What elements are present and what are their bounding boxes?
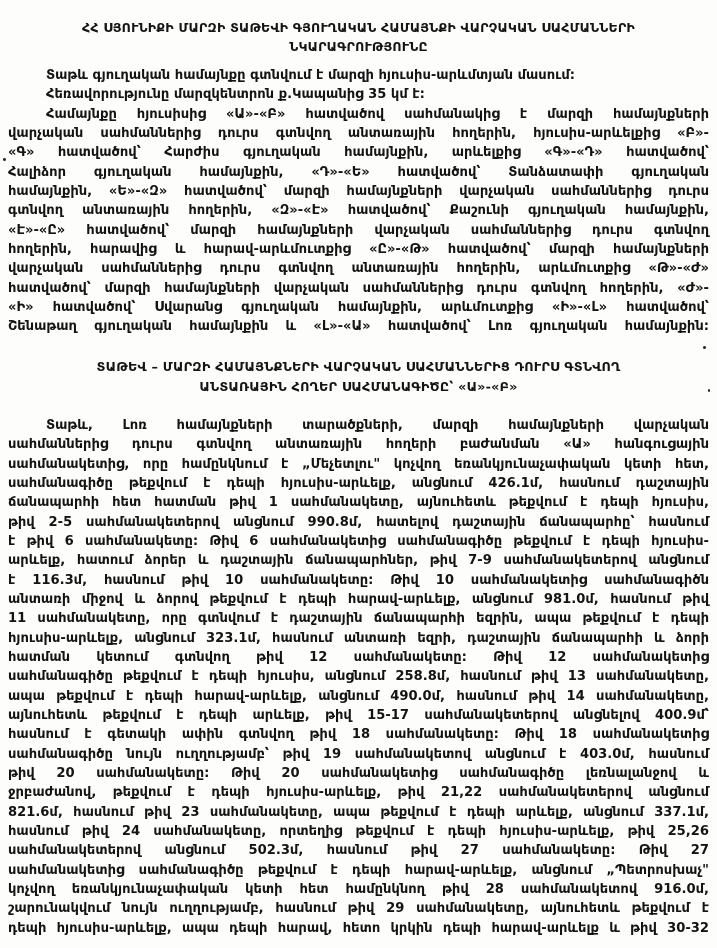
text-line: անտառի միջով և ձորով թեքվում է դեպի հարավ-արևելք, անցնում 981.0մ, հասնում թիվ — [8, 591, 709, 607]
intro-paragraph — [8, 66, 709, 105]
text-line: հատման կետում գտնվող թիվ 12 սահմանակետը: Թիվ 12 սահմանակետից — [8, 649, 709, 665]
text-line: հատվածով՝ մարզի համայնքների վարչական սահմաններից դուրս գտնվող հողերին, «Ժ»- — [8, 280, 709, 296]
section-heading — [8, 358, 709, 398]
scan-artifact-dot — [703, 346, 706, 349]
text-line: սահմանակետերով անցնում 502.3մ, հասնում թիվ 27 սահմանակետը: Թիվ 27 — [8, 843, 709, 859]
text-line: 11 սահմանակետը, որը գտնվում է դաշտային ճանապարհի եզրին, ապա թեքվում է դեպի — [8, 611, 709, 627]
text-line: հասնում է գետակի ափին գտնվող թիվ 18 սահմանակետը: Թիվ 18 սահմանակետից — [8, 727, 709, 743]
text-line: է թիվ 6 սահմանակետը: Թիվ 6 սահմանակետից սահմանագիծը թեքվում է դեպի հյուսիս- — [8, 533, 709, 549]
text-line: Հալիձոր գյուղական համայնքին, «Դ»-«Ե» հատվածով՝ Տանձատափի գյուղական — [8, 164, 709, 180]
scan-artifact-dot — [3, 158, 6, 161]
text-line: գտնվող անտառային հողերին, «Զ»-«Է» հատվածով՝ Քաշունի գյուղական համայնքին, — [8, 203, 709, 219]
text-line: շարունակվում նույն ուղղությամբ, հասնում թիվ 29 սահմանակետը, այնուհետև թեքվում է — [8, 901, 709, 917]
text-line: հասնում թիվ 24 սահմանակետը, որտեղից թեքվում է դեպի հյուսիս-արևելք, թիվ 25,26 — [8, 824, 709, 840]
text-line: Տաթև գյուղական համայնքը գտնվում է մարզի հյուսիս-արևմտյան մասում: — [46, 68, 576, 83]
text-line: արևելք, հատում ձորեր և դաշտային ճանապարհներ, թիվ 7-9 սահմանակետերով անցնում — [8, 553, 709, 569]
text-line: սահմանագիծը թեքվում է դեպի հյուսիս-արևելք, անցնում 426.1մ, հասնում դաշտային — [8, 475, 709, 491]
text-line: ԱՆՏԱՌԱՅԻՆ ՀՈՂԵՐ ՍԱՀՄԱՆԱԳԻԾԸ՝ «Ա»-«Բ» — [199, 379, 518, 395]
text-line: հողերին, հարավից և հարավ-արևմուտքից «Ը»-«Թ» հատվածով՝ մարզի համայնքների — [8, 242, 709, 258]
text-line: ՀՀ ՍՅՈՒՆԻՔԻ ՄԱՐԶԻ ՏԱԹԵՎԻ ԳՅՈՒՂԱԿԱՆ ՀԱՄԱՅՆՔԻ ՎԱՐՉԱԿԱՆ ՍԱՀՄԱՆՆԵՐԻ — [82, 20, 635, 35]
text-line: թիվ 20 սահմանակետը: Թիվ 20 սահմանակետից սահմանագիծը լեռնալանջով և — [8, 766, 709, 781]
text-line: վարչական սահմաններից դուրս գտնվող անտառային հողերին, հյուսիս-արևելքից «Բ»- — [8, 126, 709, 142]
text-line: «Գ» հատվածով՝ Հարժիս գյուղական համայնքին, արևելքից «Գ»-«Դ» հատվածով՝ — [8, 145, 709, 161]
text-line: Տաթև, Լոռ համայնքների տարածքների, մարզի համայնքների վարչական — [46, 417, 709, 433]
scan-artifact-dot — [708, 389, 710, 392]
text-line: հյուսիս-արևելք, անցնում 323.1մ, հասնում անտառի եզրի, դաշտային ճանապարհի և ձորի — [8, 630, 709, 646]
text-line: սահմանակետից սահմանագիծը թեքվում է դեպի հարավ-արևելք, անցնում „Պետրոսխաչ" — [8, 862, 709, 878]
text-line: Համայնքը հյուսիսից «Ա»-«Բ» հատվածով սահմանակից է մարզի համայնքների — [46, 106, 709, 122]
border-segment-paragraph — [8, 416, 709, 938]
text-line: ապա թեքվում է դեպի հարավ-արևելք, անցնում 490.0մ, հասնում թիվ 14 սահմանակետը, — [8, 688, 709, 704]
text-line: կոչվող եռանկյունաչափական կետի հետ համընկնող թիվ 28 սահմանակետով 916.0մ, — [8, 882, 709, 898]
text-line: սահմանակետից, որը համընկնում է „Մեչետլու" կոչվող եռանկյունաչափական կետի հետ, — [8, 456, 709, 472]
text-line: է 116.3մ, հասնում թիվ 10 սահմանակետը: Թիվ 10 սահմանակետից սահմանագիծն — [8, 572, 709, 588]
text-line: ջրբաժանով, թեքվում է դեպի հյուսիս-արևելք, թիվ 21,22 սահմանակետերով անցնում — [8, 785, 709, 801]
text-line: ՏԱԹԵՎ – ՄԱՐԶԻ ՀԱՄԱՅՆՔՆԵՐԻ ՎԱՐՉԱԿԱՆ ՍԱՀՄԱՆՆԵՐԻՑ ԴՈՒՐՍ ԳՏՆՎՈՂ — [96, 359, 621, 375]
text-line: Շենաթաղ գյուղական համայնքին և «Լ»-«Ա» հատվածով՝ Լոռ գյուղական համայնքին: — [8, 319, 709, 335]
text-line: 821.6մ, հասնում թիվ 23 սահմանակետը, ապա թեքվում է դեպի արևելք, անցնում 337.1մ, — [8, 804, 709, 820]
text-line: դեպի հյուսիս-արևելք, ապա դեպի հարավ, հետո կրկին դեպի հարավ-արևելք և թիվ 30-32 — [8, 920, 709, 936]
text-line: թիվ 2-5 սահմանակետերով անցնում 990.8մ, հատելով դաշտային ճանապարհը՝ հասնում — [8, 514, 709, 530]
text-line: «Ի» հատվածով՝ Սվարանց գյուղական համայնքին, արևմուտքից «Ի»-«Լ» հատվածով՝ — [8, 300, 709, 316]
text-line: «Է»-«Ը» հատվածով՝ մարզի համայնքների վարչական սահմաններից դուրս գտնվող — [8, 222, 709, 238]
document-title — [8, 18, 709, 56]
text-line: ճանապարհի հետ հատման թիվ 1 սահմանակետը, այնուհետև թեքվում է դեպի հյուսիս, — [8, 495, 709, 511]
text-line: ՆԿԱՐԱԳՐՈՒԹՅՈՒՆԸ — [289, 39, 428, 54]
text-line: համայնքին, «Ե»-«Զ» հատվածով՝ մարզի համայնքների վարչական սահմաններից դուրս — [8, 184, 709, 200]
text-line: այնուհետև թեքվում է դեպի արևելք, թիվ 15-17 սահմանակետերով անցնելով 400.9մ՝ — [8, 707, 709, 723]
text-line: սահմաններից դուրս գտնվող անտառային հողերի բաժանման «Ա» հանգուցային — [8, 437, 709, 453]
text-line: սահմանագիծը նույն ուղղությամբ՝ թիվ 19 սահմանակետով անցնում է 403.0մ, հասնում — [8, 746, 709, 762]
text-line: Հեռավորությունը մարզկենտրոն ք.Կապանից 35 կմ է: — [46, 87, 425, 103]
boundary-description-paragraph — [8, 105, 709, 337]
text-line: սահմանագիծը թեքվում է դեպի հյուսիս, անցնում 258.8մ, հասնում թիվ 13 սահմանակետը, — [8, 669, 709, 685]
text-line: վարչական սահմաններից դուրս գտնվող անտառային հողերին, արևմուտքից «Թ»-«Ժ» — [8, 261, 709, 277]
